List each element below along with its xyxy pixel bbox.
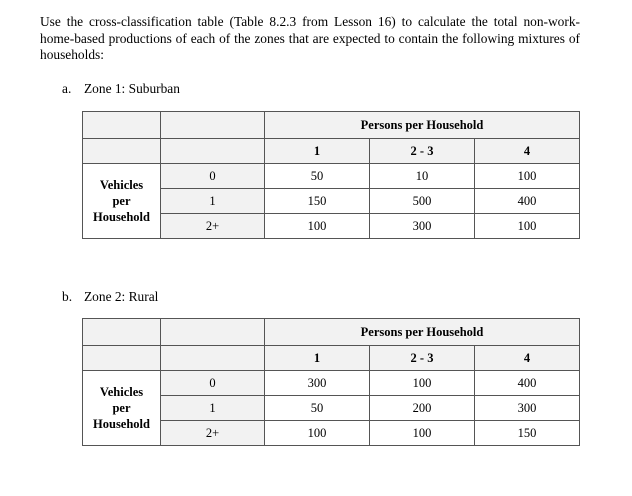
vehicles-count-cell: 1 [161, 396, 265, 421]
persons-per-household-header: Persons per Household [265, 112, 580, 139]
problem-statement: Use the cross-classification table (Table 8.2.3 from Lesson 16) to calculate the total non-work-home-based productions of each of the zones that are expected to contain the following mixtures of households: [40, 14, 580, 62]
vehicles-per-household-header [83, 371, 161, 446]
table-cell: 100 [475, 214, 580, 239]
part-a-title: Zone 1: Suburban [84, 81, 180, 96]
table-cell: 100 [370, 371, 475, 396]
persons-per-household-header: Persons per Household [265, 319, 580, 346]
table-cell: 50 [265, 164, 370, 189]
part-a-label [62, 81, 180, 97]
row-header-line: per [112, 194, 131, 208]
vehicles-count-cell: 0 [161, 371, 265, 396]
persons-col-header: 1 [265, 346, 370, 371]
table-cell: 300 [370, 214, 475, 239]
persons-col-header: 1 [265, 139, 370, 164]
table-blank-cell [161, 139, 265, 164]
row-header-line: Vehicles [99, 385, 144, 399]
table-blank-cell [83, 346, 161, 371]
table-blank-cell [161, 346, 265, 371]
table-corner-cell [83, 112, 161, 139]
table-cell: 100 [370, 421, 475, 446]
table-corner-cell [161, 112, 265, 139]
table-cell: 300 [265, 371, 370, 396]
row-header-line: Household [93, 417, 150, 431]
zone-2-table [82, 318, 580, 446]
row-header-line: Vehicles [99, 178, 144, 192]
zone-1-table [82, 111, 580, 239]
part-b-label [62, 289, 158, 305]
vehicles-count-cell: 0 [161, 164, 265, 189]
table-corner-cell [83, 319, 161, 346]
persons-col-header: 2 - 3 [370, 139, 475, 164]
table-cell: 150 [475, 421, 580, 446]
table-corner-cell [161, 319, 265, 346]
vehicles-count-cell: 2+ [161, 214, 265, 239]
table-cell: 100 [265, 421, 370, 446]
table-cell: 100 [475, 164, 580, 189]
table-cell: 300 [475, 396, 580, 421]
table-cell: 400 [475, 371, 580, 396]
table-cell: 500 [370, 189, 475, 214]
persons-col-header: 4 [475, 139, 580, 164]
vehicles-per-household-header [83, 164, 161, 239]
row-header-line: per [112, 401, 131, 415]
part-a-letter: a. [62, 81, 72, 96]
part-b-title: Zone 2: Rural [84, 289, 159, 304]
table-cell: 150 [265, 189, 370, 214]
table-cell: 50 [265, 396, 370, 421]
persons-col-header: 4 [475, 346, 580, 371]
table-cell: 400 [475, 189, 580, 214]
persons-col-header: 2 - 3 [370, 346, 475, 371]
part-b-letter: b. [62, 289, 73, 304]
table-cell: 100 [265, 214, 370, 239]
vehicles-count-cell: 1 [161, 189, 265, 214]
table-cell: 10 [370, 164, 475, 189]
vehicles-count-cell: 2+ [161, 421, 265, 446]
table-blank-cell [83, 139, 161, 164]
row-header-line: Household [93, 210, 150, 224]
table-cell: 200 [370, 396, 475, 421]
